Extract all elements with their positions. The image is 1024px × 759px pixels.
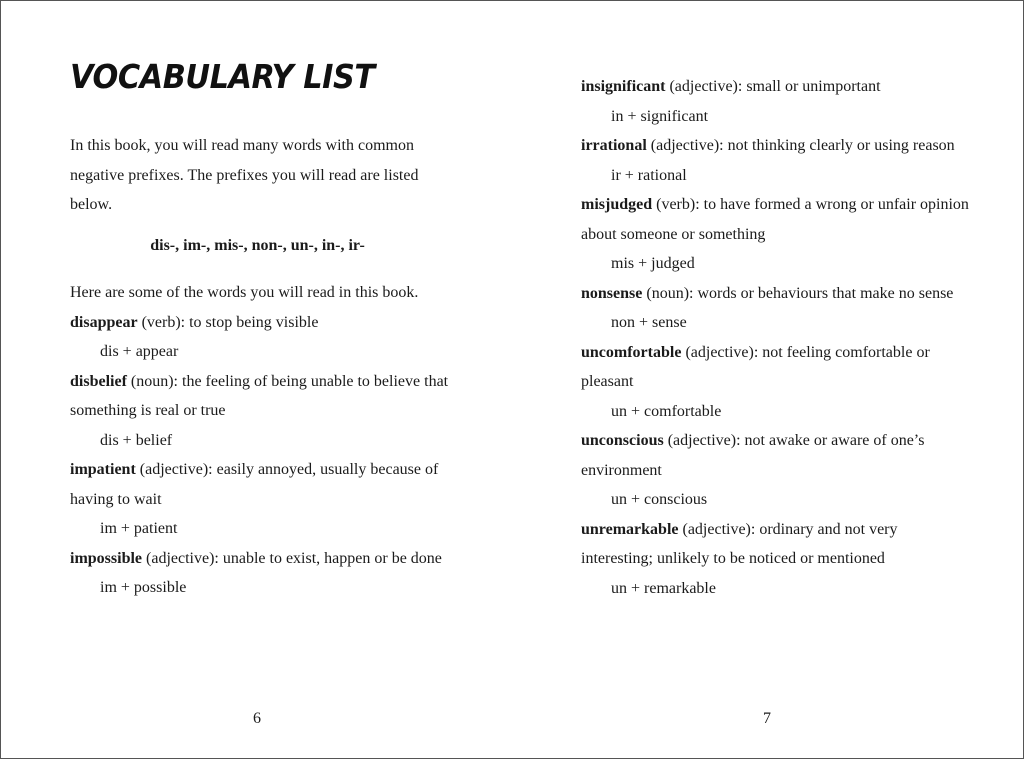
vocab-entry-impatient (70, 455, 455, 544)
entry-definition: (verb): to stop being visible (137, 313, 319, 331)
intro-paragraph: In this book, you will read many words with common negative prefixes. The prefixes you will read are listed below. (70, 137, 419, 213)
vocab-entry-unremarkable (581, 515, 971, 604)
entry-word-parts: un + remarkable (611, 579, 716, 597)
entry-word: insignificant (581, 78, 666, 95)
entry-word-parts: mis + judged (611, 255, 695, 272)
entry-definition-line (581, 279, 971, 309)
entry-definition: (adjective): small or unimportant (665, 78, 881, 95)
vocab-entry-disbelief (70, 367, 455, 456)
entry-definition: (adjective): not thinking clearly or using reason (646, 137, 955, 154)
entry-definition: (adjective): ordinary and not very interesting; unlikely to be noticed or mentioned (581, 520, 898, 567)
page-title: VOCABULARY LIST (70, 57, 375, 96)
entry-definition: (noun): the feeling of being unable to believe that something is real or true (70, 372, 449, 419)
vocab-entry-misjudged (581, 190, 971, 279)
page-number-right: 7 (763, 710, 771, 727)
entry-word: uncomfortable (581, 343, 682, 361)
prefix-list: dis-, im-, mis-, non-, un-, in-, ir- (150, 237, 365, 254)
entry-definition-line (581, 426, 971, 485)
entry-word: impatient (70, 461, 136, 478)
entry-definition-line (581, 72, 971, 102)
entry-definition: (adjective): easily annoyed, usually because of having to wait (70, 461, 439, 508)
entry-word-parts: in + significant (611, 107, 709, 125)
entry-word: misjudged (581, 196, 653, 213)
vocabulary-list-right (581, 72, 971, 603)
right-page (581, 1, 981, 758)
entry-word-parts: dis + appear (100, 343, 179, 360)
vocabulary-list-left (70, 278, 455, 603)
entry-word: irrational (581, 137, 647, 154)
entry-word-parts: ir + rational (611, 166, 687, 184)
vocab-entry-impossible (70, 544, 455, 603)
entry-word-parts: non + sense (611, 314, 687, 331)
entry-definition-line (581, 131, 971, 161)
entry-definition-line (70, 455, 455, 514)
page-number-left: 6 (253, 710, 261, 727)
entry-word-parts: dis + belief (100, 431, 173, 449)
vocab-entry-unconscious (581, 426, 971, 515)
left-page (70, 1, 470, 758)
entry-word-parts: im + patient (100, 520, 178, 537)
entry-definition: (verb): to have formed a wrong or unfair opinion about someone or something (581, 196, 969, 243)
entry-word: nonsense (581, 284, 643, 302)
entry-word-parts: un + comfortable (611, 402, 722, 420)
entry-word-parts: im + possible (100, 579, 187, 596)
entry-definition: (noun): words or behaviours that make no sense (642, 284, 954, 302)
entry-definition-line (70, 544, 455, 574)
entry-word: unremarkable (581, 520, 679, 538)
entry-word: impossible (70, 549, 143, 567)
entry-word: unconscious (581, 432, 664, 449)
vocab-entry-uncomfortable (581, 338, 971, 427)
vocab-entry-irrational (581, 131, 971, 190)
entry-definition-line (70, 308, 455, 338)
entry-definition-line (581, 190, 971, 249)
entry-definition-line (581, 338, 971, 397)
vocab-entry-insignificant (581, 72, 971, 131)
entry-definition-line (70, 367, 455, 426)
entry-word: disappear (70, 313, 138, 331)
entry-definition: (adjective): not feeling comfortable or pleasant (581, 343, 930, 390)
entry-word: disbelief (70, 372, 127, 390)
entry-definition: (adjective): unable to exist, happen or be done (142, 549, 442, 567)
lead-in-paragraph: Here are some of the words you will read in this book. (70, 284, 419, 301)
entry-definition: (adjective): not awake or aware of one’s environment (581, 432, 925, 479)
entry-definition-line (581, 515, 971, 574)
entry-word-parts: un + conscious (611, 491, 708, 508)
vocab-entry-nonsense (581, 279, 971, 338)
vocab-entry-disappear (70, 308, 455, 367)
